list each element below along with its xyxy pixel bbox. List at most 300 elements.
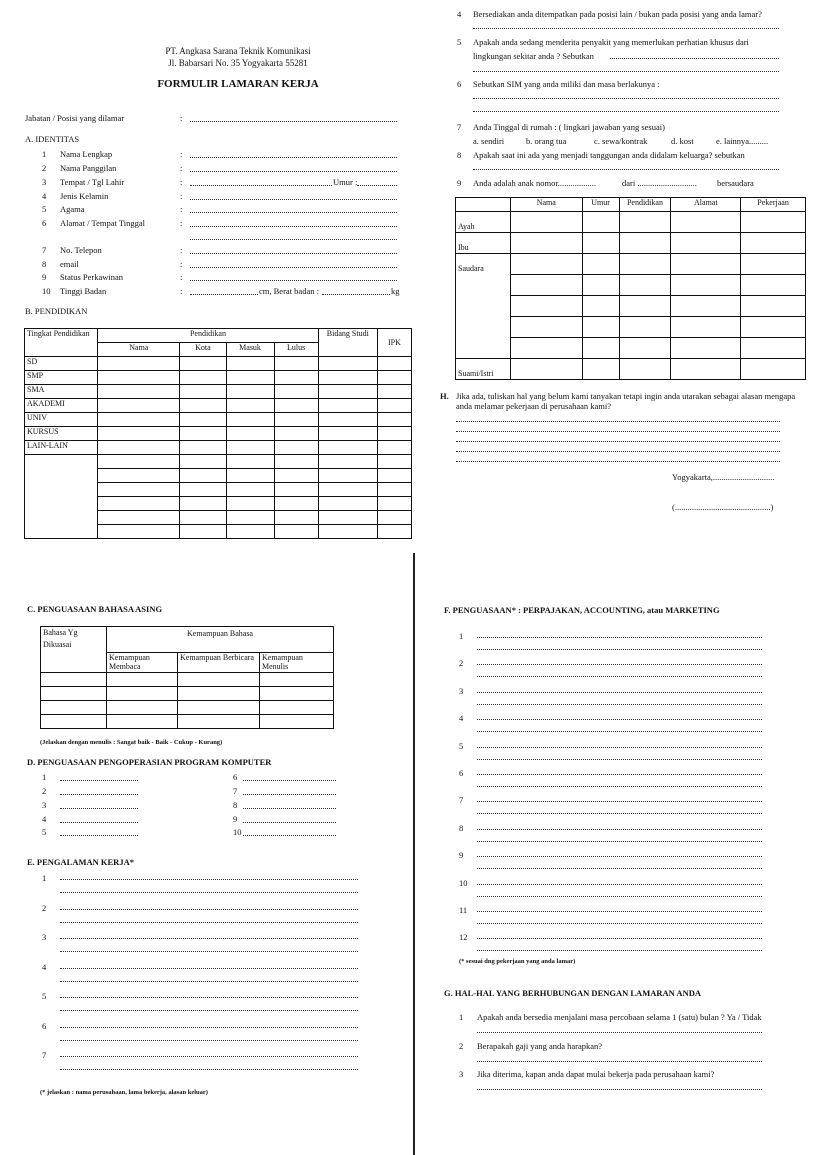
software-field[interactable] bbox=[60, 808, 138, 809]
weight-unit: kg bbox=[391, 286, 400, 296]
q7-no: 7 bbox=[457, 122, 462, 132]
family-cell[interactable] bbox=[582, 212, 619, 233]
education-cell[interactable] bbox=[226, 525, 274, 539]
identity-field[interactable] bbox=[190, 212, 397, 213]
education-cell[interactable] bbox=[274, 511, 318, 525]
identity-row-colon: : bbox=[180, 245, 183, 255]
q6-field-b[interactable] bbox=[473, 111, 779, 112]
form-title: FORMULIR LAMARAN KERJA bbox=[157, 78, 319, 90]
skill-field[interactable] bbox=[477, 692, 762, 693]
language-cell[interactable] bbox=[260, 701, 334, 715]
work-field[interactable] bbox=[60, 968, 358, 969]
education-cell[interactable] bbox=[180, 511, 226, 525]
work-field[interactable] bbox=[60, 997, 358, 998]
education-cell[interactable] bbox=[318, 371, 377, 385]
family-cell[interactable] bbox=[741, 275, 806, 296]
software-field[interactable] bbox=[60, 822, 138, 823]
education-head-level: Tingkat Pendidikan bbox=[25, 329, 98, 357]
education-cell[interactable] bbox=[98, 455, 180, 469]
skill-field[interactable] bbox=[477, 868, 762, 869]
education-cell[interactable] bbox=[226, 511, 274, 525]
education-cell[interactable] bbox=[274, 427, 318, 441]
work-field[interactable] bbox=[60, 879, 358, 880]
skill-field[interactable] bbox=[477, 911, 762, 912]
identity-row-label: Nama Panggilan bbox=[60, 163, 117, 173]
software-field[interactable] bbox=[60, 780, 138, 781]
skill-item-no: 3 bbox=[459, 685, 464, 696]
q6-no: 6 bbox=[457, 79, 462, 89]
education-cell[interactable] bbox=[226, 413, 274, 427]
identity-field[interactable] bbox=[190, 199, 397, 200]
family-cell[interactable] bbox=[671, 317, 741, 338]
education-cell[interactable] bbox=[180, 455, 226, 469]
section-h-line-5[interactable] bbox=[456, 461, 780, 462]
family-row-label: Ibu bbox=[456, 233, 511, 254]
family-cell[interactable] bbox=[510, 254, 582, 275]
identity-row-colon: : bbox=[180, 259, 183, 269]
section-h-text: Jika ada, tuliskan hal yang belum kami tanyakan tetapi ingin anda utarakan sebagai alasan mengapa anda melamar pekerjaan di perusahaan kami? bbox=[456, 391, 796, 411]
q7-option-d[interactable]: d. kost bbox=[671, 136, 694, 146]
skill-field[interactable] bbox=[477, 747, 762, 748]
education-cell[interactable] bbox=[377, 511, 411, 525]
education-cell[interactable] bbox=[98, 357, 180, 371]
education-cell[interactable] bbox=[98, 511, 180, 525]
language-cell[interactable] bbox=[41, 673, 107, 687]
education-cell[interactable] bbox=[226, 455, 274, 469]
skill-field[interactable] bbox=[477, 938, 762, 939]
language-cell[interactable] bbox=[41, 701, 107, 715]
identity-row-label: No. Telepon bbox=[60, 245, 102, 255]
skill-field[interactable] bbox=[477, 649, 762, 650]
section-c-heading: C. PENGUASAAN BAHASA ASING bbox=[27, 604, 163, 614]
family-cell[interactable] bbox=[619, 296, 671, 317]
language-cell[interactable] bbox=[178, 687, 260, 701]
education-cell[interactable] bbox=[318, 357, 377, 371]
education-cell[interactable] bbox=[377, 497, 411, 511]
software-item-no: 1 bbox=[42, 772, 47, 782]
education-cell[interactable] bbox=[98, 413, 180, 427]
family-cell[interactable] bbox=[510, 317, 582, 338]
q7-option-a[interactable]: a. sendiri bbox=[473, 136, 505, 146]
education-cell[interactable] bbox=[318, 427, 377, 441]
software-item-no: 6 bbox=[233, 772, 238, 782]
section-h-line-1[interactable] bbox=[456, 421, 780, 422]
identity-row-no: 8 bbox=[42, 259, 47, 269]
education-cell[interactable] bbox=[180, 413, 226, 427]
education-cell[interactable] bbox=[377, 525, 411, 539]
software-field[interactable] bbox=[243, 835, 336, 836]
skill-field[interactable] bbox=[477, 813, 762, 814]
language-cell[interactable] bbox=[41, 687, 107, 701]
skill-field[interactable] bbox=[477, 896, 762, 897]
education-cell[interactable] bbox=[180, 427, 226, 441]
education-cell[interactable] bbox=[318, 385, 377, 399]
q8-no: 8 bbox=[457, 150, 462, 160]
education-cell[interactable] bbox=[274, 371, 318, 385]
language-sub-speak: Kemampuan Berbicara bbox=[178, 653, 260, 673]
skill-field[interactable] bbox=[477, 664, 762, 665]
family-cell[interactable] bbox=[671, 212, 741, 233]
language-cell[interactable] bbox=[107, 687, 178, 701]
skill-item-no: 11 bbox=[459, 905, 468, 915]
family-cell[interactable] bbox=[582, 338, 619, 359]
education-cell[interactable] bbox=[318, 469, 377, 483]
education-cell[interactable] bbox=[274, 441, 318, 455]
software-item-no: 4 bbox=[42, 814, 47, 824]
education-cell[interactable] bbox=[377, 413, 411, 427]
education-cell[interactable] bbox=[226, 399, 274, 413]
identity-row-colon: : bbox=[180, 218, 183, 228]
q7-text: Anda Tinggal di rumah : ( lingkari jawaban yang sesuai) bbox=[473, 122, 665, 132]
skill-field[interactable] bbox=[477, 786, 762, 787]
education-cell[interactable] bbox=[98, 441, 180, 455]
weight-field[interactable] bbox=[322, 294, 390, 295]
education-cell[interactable] bbox=[226, 371, 274, 385]
identity-row-no: 9 bbox=[42, 272, 47, 282]
skill-field[interactable] bbox=[477, 829, 762, 830]
q4-text: Bersediakan anda ditempatkan pada posisi lain / bukan pada posisi yang anda lamar? bbox=[473, 9, 762, 19]
question-no: 2 bbox=[459, 1041, 464, 1051]
identity-row-colon: : bbox=[180, 191, 183, 201]
family-cell[interactable] bbox=[741, 212, 806, 233]
software-item-no: 3 bbox=[42, 800, 47, 810]
work-field[interactable] bbox=[60, 981, 358, 982]
family-cell[interactable] bbox=[619, 233, 671, 254]
software-field[interactable] bbox=[243, 780, 336, 781]
skill-field[interactable] bbox=[477, 704, 762, 705]
question-no: 3 bbox=[459, 1069, 464, 1079]
education-head-field: Bidang Studi bbox=[318, 329, 377, 357]
education-cell[interactable] bbox=[180, 371, 226, 385]
identity-row-label: Nama Lengkap bbox=[60, 149, 113, 159]
q5-field-b[interactable] bbox=[473, 71, 779, 72]
language-cell[interactable] bbox=[178, 701, 260, 715]
software-field[interactable] bbox=[243, 822, 336, 823]
age-label: Umur : bbox=[333, 177, 358, 187]
education-cell[interactable] bbox=[226, 357, 274, 371]
family-cell[interactable] bbox=[510, 296, 582, 317]
family-cell[interactable] bbox=[671, 233, 741, 254]
language-cell[interactable] bbox=[178, 715, 260, 729]
family-row-label: Saudara bbox=[456, 254, 511, 359]
family-cell[interactable] bbox=[582, 275, 619, 296]
education-cell[interactable] bbox=[377, 371, 411, 385]
family-cell[interactable] bbox=[510, 338, 582, 359]
q6-field-a[interactable] bbox=[473, 98, 779, 99]
education-cell[interactable] bbox=[274, 525, 318, 539]
education-cell[interactable] bbox=[274, 399, 318, 413]
skill-field[interactable] bbox=[477, 950, 762, 951]
education-cell[interactable] bbox=[377, 469, 411, 483]
education-cell[interactable] bbox=[318, 497, 377, 511]
company-address: Jl. Babarsari No. 35 Yogyakarta 55281 bbox=[168, 58, 308, 68]
family-cell[interactable] bbox=[582, 296, 619, 317]
q7-option-e[interactable]: e. lainnya......... bbox=[716, 136, 769, 146]
education-cell[interactable] bbox=[274, 497, 318, 511]
work-item-no: 4 bbox=[42, 961, 47, 972]
question-no: 1 bbox=[459, 1012, 464, 1022]
education-cell[interactable] bbox=[377, 357, 411, 371]
identity-row-no: 10 bbox=[42, 286, 51, 296]
section-c-note: (Jelaskan dengan menulis : Sangat baik - Baik - Cukup - Kurang) bbox=[40, 739, 223, 746]
education-cell[interactable] bbox=[377, 399, 411, 413]
q7-option-c[interactable]: c. sewa/kontrak bbox=[594, 136, 648, 146]
education-level: KURSUS bbox=[25, 427, 98, 441]
work-field[interactable] bbox=[60, 1056, 358, 1057]
work-item-no: 6 bbox=[42, 1020, 47, 1031]
family-cell[interactable] bbox=[741, 359, 806, 380]
education-cell[interactable] bbox=[98, 497, 180, 511]
colon: : bbox=[180, 113, 183, 123]
language-cell[interactable] bbox=[41, 715, 107, 729]
family-cell[interactable] bbox=[671, 275, 741, 296]
family-cell[interactable] bbox=[619, 254, 671, 275]
education-cell[interactable] bbox=[180, 399, 226, 413]
identity-row-label: Tinggi Badan bbox=[60, 286, 107, 296]
work-field[interactable] bbox=[60, 951, 358, 952]
question-text: Apakah anda bersedia menjalani masa percobaan selama 1 (satu) bulan ? Ya / Tidak bbox=[477, 1012, 762, 1022]
q9-text-c: bersaudara bbox=[717, 178, 754, 188]
identity-row-label: Alamat / Tempat Tinggal bbox=[60, 218, 145, 228]
work-field[interactable] bbox=[60, 1069, 358, 1070]
education-cell[interactable] bbox=[274, 413, 318, 427]
education-cell[interactable] bbox=[377, 427, 411, 441]
software-field[interactable] bbox=[243, 808, 336, 809]
education-cell[interactable] bbox=[274, 455, 318, 469]
education-cell[interactable] bbox=[180, 497, 226, 511]
identity-field[interactable] bbox=[190, 267, 397, 268]
education-cell[interactable] bbox=[377, 455, 411, 469]
education-cell[interactable] bbox=[377, 385, 411, 399]
q9-no: 9 bbox=[457, 178, 462, 188]
section-h-line-2[interactable] bbox=[456, 431, 780, 432]
skill-field[interactable] bbox=[477, 841, 762, 842]
education-cell[interactable] bbox=[98, 427, 180, 441]
education-cell[interactable] bbox=[98, 483, 180, 497]
family-cell[interactable] bbox=[619, 275, 671, 296]
family-cell[interactable] bbox=[741, 317, 806, 338]
identity-row-no: 7 bbox=[42, 245, 47, 255]
identity-field[interactable] bbox=[190, 157, 397, 158]
family-cell[interactable] bbox=[619, 317, 671, 338]
language-sub-write: Kemampuan Menulis bbox=[260, 653, 334, 673]
skill-field[interactable] bbox=[477, 759, 762, 760]
education-cell[interactable] bbox=[98, 385, 180, 399]
education-cell[interactable] bbox=[98, 469, 180, 483]
education-cell[interactable] bbox=[180, 483, 226, 497]
section-h-line-4[interactable] bbox=[456, 451, 780, 452]
education-head-edu: Pendidikan bbox=[98, 329, 319, 343]
address-field-2[interactable] bbox=[190, 239, 397, 240]
education-cell[interactable] bbox=[98, 399, 180, 413]
sign-city-date[interactable]: Yogyakarta,............................. bbox=[672, 472, 775, 482]
q4-no: 4 bbox=[457, 9, 462, 19]
identity-row-no: 6 bbox=[42, 218, 47, 228]
language-cell[interactable] bbox=[260, 715, 334, 729]
q5-text: Apakah anda sedang menderita penyakit yang memerlukan perhatian khusus dari bbox=[473, 37, 749, 47]
education-level: SMA bbox=[25, 385, 98, 399]
education-cell[interactable] bbox=[274, 385, 318, 399]
skill-field[interactable] bbox=[477, 884, 762, 885]
position-field[interactable] bbox=[190, 121, 397, 122]
family-cell[interactable] bbox=[619, 338, 671, 359]
skill-field[interactable] bbox=[477, 731, 762, 732]
education-cell[interactable] bbox=[98, 371, 180, 385]
language-cell[interactable] bbox=[107, 673, 178, 687]
work-field[interactable] bbox=[60, 1040, 358, 1041]
section-e-note: (* jelaskan : nama perusahaan, lama bekerja, alasan keluar) bbox=[40, 1089, 208, 1096]
education-sub-masuk: Masuk bbox=[226, 343, 274, 357]
family-cell[interactable] bbox=[671, 338, 741, 359]
family-cell[interactable] bbox=[510, 233, 582, 254]
identity-field[interactable] bbox=[190, 280, 397, 281]
work-item-no: 1 bbox=[42, 873, 47, 883]
education-cell[interactable] bbox=[318, 455, 377, 469]
q7-option-b[interactable]: b. orang tua bbox=[526, 136, 567, 146]
software-item-no: 8 bbox=[233, 800, 238, 810]
education-cell[interactable] bbox=[318, 399, 377, 413]
family-cell[interactable] bbox=[582, 359, 619, 380]
identity-row-label: Jenis Kelamin bbox=[60, 191, 109, 201]
skill-field[interactable] bbox=[477, 719, 762, 720]
family-cell[interactable] bbox=[671, 359, 741, 380]
question-answer-field[interactable] bbox=[477, 1061, 762, 1062]
q4-field[interactable] bbox=[473, 28, 779, 29]
education-cell[interactable] bbox=[226, 385, 274, 399]
family-cell[interactable] bbox=[741, 254, 806, 275]
family-cell[interactable] bbox=[582, 233, 619, 254]
skill-item-no: 1 bbox=[459, 631, 464, 641]
birth-field[interactable] bbox=[190, 185, 332, 186]
family-cell[interactable] bbox=[510, 275, 582, 296]
q9-text-a: Anda adalah anak nomor.................. bbox=[473, 178, 596, 188]
education-cell[interactable] bbox=[226, 469, 274, 483]
family-head-empty bbox=[456, 198, 511, 212]
language-cell[interactable] bbox=[260, 687, 334, 701]
education-level: AKADEMI bbox=[25, 399, 98, 413]
education-sub-nama: Nama bbox=[98, 343, 180, 357]
family-head-umur: Umur bbox=[582, 198, 619, 212]
height-field[interactable] bbox=[190, 294, 258, 295]
family-cell[interactable] bbox=[582, 254, 619, 275]
education-cell[interactable] bbox=[180, 385, 226, 399]
education-cell[interactable] bbox=[226, 427, 274, 441]
family-head-alamat: Alamat bbox=[671, 198, 741, 212]
education-cell[interactable] bbox=[274, 357, 318, 371]
education-cell[interactable] bbox=[180, 357, 226, 371]
education-cell[interactable] bbox=[318, 441, 377, 455]
language-sub-read: Kemampuan Membaca bbox=[107, 653, 178, 673]
skill-field[interactable] bbox=[477, 676, 762, 677]
family-cell[interactable] bbox=[671, 296, 741, 317]
section-b-heading: B. PENDIDIKAN bbox=[25, 306, 88, 316]
education-cell[interactable] bbox=[180, 525, 226, 539]
education-cell[interactable] bbox=[274, 483, 318, 497]
education-cell[interactable] bbox=[98, 525, 180, 539]
skill-field[interactable] bbox=[477, 801, 762, 802]
work-field[interactable] bbox=[60, 1010, 358, 1011]
family-cell[interactable] bbox=[741, 233, 806, 254]
education-cell[interactable] bbox=[318, 413, 377, 427]
work-field[interactable] bbox=[60, 909, 358, 910]
section-h-line-3[interactable] bbox=[456, 441, 780, 442]
education-cell[interactable] bbox=[318, 483, 377, 497]
family-cell[interactable] bbox=[582, 317, 619, 338]
family-table bbox=[455, 197, 806, 380]
family-cell[interactable] bbox=[741, 296, 806, 317]
education-head-ipk: IPK bbox=[377, 329, 411, 357]
q5-no: 5 bbox=[457, 37, 462, 47]
family-cell[interactable] bbox=[619, 359, 671, 380]
work-field[interactable] bbox=[60, 1027, 358, 1028]
software-field[interactable] bbox=[60, 794, 138, 795]
education-cell[interactable] bbox=[180, 441, 226, 455]
skill-field[interactable] bbox=[477, 774, 762, 775]
question-answer-field[interactable] bbox=[477, 1089, 762, 1090]
identity-row-colon: : bbox=[180, 177, 183, 187]
language-cell[interactable] bbox=[107, 715, 178, 729]
skill-field[interactable] bbox=[477, 856, 762, 857]
education-cell[interactable] bbox=[180, 469, 226, 483]
question-answer-field[interactable] bbox=[477, 1032, 762, 1033]
identity-row-no: 5 bbox=[42, 204, 47, 214]
education-cell[interactable] bbox=[274, 469, 318, 483]
skill-item-no: 4 bbox=[459, 713, 464, 724]
identity-row-label: email bbox=[60, 259, 79, 269]
education-cell[interactable] bbox=[226, 497, 274, 511]
family-cell[interactable] bbox=[510, 359, 582, 380]
language-cell[interactable] bbox=[107, 701, 178, 715]
software-field[interactable] bbox=[60, 835, 138, 836]
education-cell[interactable] bbox=[226, 483, 274, 497]
software-field[interactable] bbox=[243, 794, 336, 795]
work-field[interactable] bbox=[60, 892, 358, 893]
page-divider bbox=[413, 553, 415, 1155]
work-field[interactable] bbox=[60, 922, 358, 923]
education-cell[interactable] bbox=[377, 483, 411, 497]
language-cell[interactable] bbox=[260, 673, 334, 687]
family-cell[interactable] bbox=[510, 212, 582, 233]
family-cell[interactable] bbox=[619, 212, 671, 233]
q5-field-a[interactable] bbox=[610, 58, 779, 59]
identity-row-colon: : bbox=[180, 204, 183, 214]
education-cell[interactable] bbox=[226, 441, 274, 455]
identity-field[interactable] bbox=[190, 226, 397, 227]
skill-field[interactable] bbox=[477, 923, 762, 924]
identity-row-colon: : bbox=[180, 163, 183, 173]
family-cell[interactable] bbox=[741, 338, 806, 359]
software-item-no: 10 bbox=[233, 827, 242, 837]
identity-field[interactable] bbox=[190, 253, 397, 254]
identity-row-no: 4 bbox=[42, 191, 47, 201]
work-item-no: 3 bbox=[42, 932, 47, 942]
signature-field[interactable]: (.............................................) bbox=[672, 502, 774, 512]
skill-item-no: 2 bbox=[459, 658, 464, 669]
weight-label: cm, Berat badan : bbox=[259, 286, 319, 296]
work-field[interactable] bbox=[60, 938, 358, 939]
education-cell[interactable] bbox=[318, 525, 377, 539]
identity-field[interactable] bbox=[190, 171, 397, 172]
family-cell[interactable] bbox=[671, 254, 741, 275]
skill-item-no: 12 bbox=[459, 932, 468, 943]
q8-field[interactable] bbox=[473, 169, 779, 170]
education-cell[interactable] bbox=[318, 511, 377, 525]
education-cell[interactable] bbox=[377, 441, 411, 455]
section-a-heading: A. IDENTITAS bbox=[25, 134, 80, 144]
skill-field[interactable] bbox=[477, 637, 762, 638]
age-field[interactable] bbox=[357, 185, 397, 186]
language-cell[interactable] bbox=[178, 673, 260, 687]
